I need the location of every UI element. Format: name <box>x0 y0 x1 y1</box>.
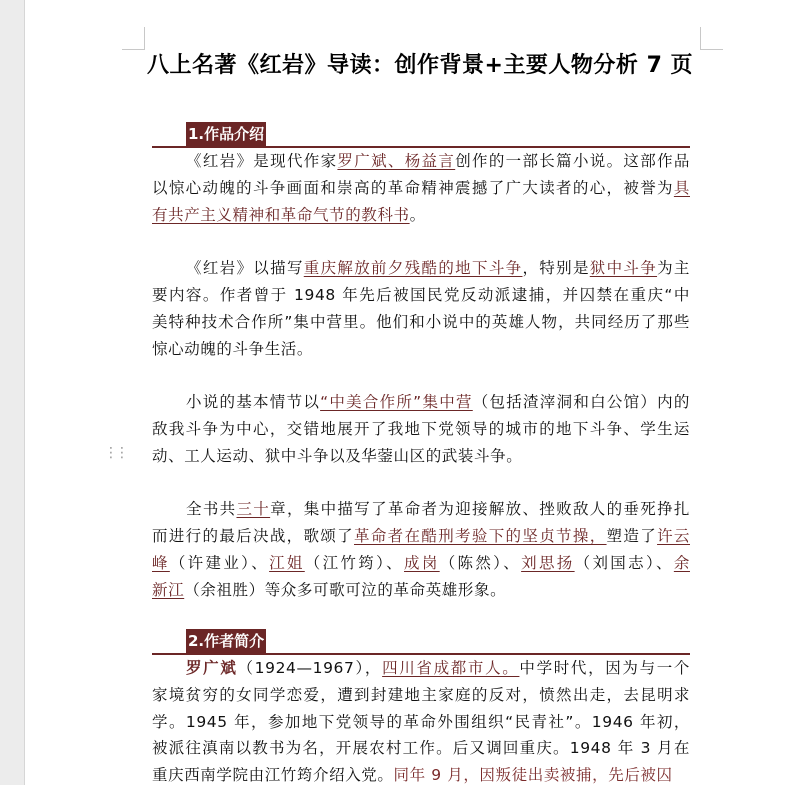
underlined-keyphrase: 四川省成都市人。 <box>382 659 520 677</box>
text-line <box>152 255 690 282</box>
author-name: 罗广斌 <box>186 659 238 677</box>
text-line <box>152 389 690 416</box>
text-line <box>152 577 690 604</box>
text-run: （刘国志）、 <box>574 553 674 572</box>
underlined-keyphrase: 革命者在酷刑考验下的坚贞节操， <box>354 527 607 546</box>
text-run: 塑造了 <box>606 527 658 546</box>
section-heading <box>152 122 690 148</box>
underlined-keyphrase: 有共产主义精神和革命气节的教科书 <box>152 205 410 224</box>
text-run: 创作的一部长篇小说。这部作品 <box>455 152 690 170</box>
text-line <box>152 709 690 736</box>
text-line <box>152 148 690 175</box>
text-run: 家境贫穷的女同学恋爱，遭到封建地主家庭的反对，愤然出走，去昆明求 <box>152 685 690 704</box>
section-work-introduction <box>152 122 690 604</box>
underlined-keyphrase: 江姐 <box>269 553 305 572</box>
text-line <box>152 550 690 577</box>
text-run: 要内容。作者曾于 1948 年先后被国民党反动派逮捕，并囚禁在重庆“中 <box>152 285 690 304</box>
text-run: 惊心动魄的斗争生活。 <box>152 339 314 358</box>
text-run: 敌我斗争为中心，交错地展开了我地下党领导的城市的地下斗争、学生运 <box>152 419 690 438</box>
text-line <box>152 336 690 363</box>
underlined-keyphrase: 三十 <box>236 500 271 519</box>
text-run: 全书共 <box>186 500 237 519</box>
text-run: 以惊心动魄的斗争画面和崇高的革命精神震撼了广大读者的心，被誉为 <box>152 178 674 197</box>
underlined-keyphrase: 许云 <box>657 527 690 546</box>
text-run: （余祖胜）等众多可歌可泣的革命英雄形象。 <box>184 580 507 599</box>
section-author-introduction <box>152 629 690 789</box>
paragraph-spacer <box>152 228 690 255</box>
text-line <box>152 282 690 309</box>
section-heading <box>152 629 690 655</box>
text-run: （江竹筠）、 <box>304 553 405 572</box>
text-line <box>152 655 690 682</box>
text-line <box>152 175 690 202</box>
text-run: 学。1945 年，参加地下党领导的革命外围组织“民青社”。1946 年初， <box>152 712 690 731</box>
text-run: （陈然）、 <box>439 553 522 572</box>
text-run: 中学时代，因为与一个 <box>519 659 690 677</box>
text-run: 被派往滇南以教书为名，开展农村工作。后又调回重庆。1948 年 3 月在 <box>152 739 690 758</box>
text-line <box>152 202 690 229</box>
underlined-keyphrase: 重庆解放前夕残酷的地下斗争 <box>303 259 523 278</box>
underlined-keyphrase: 峰 <box>152 553 170 572</box>
page-corner-mark-right <box>700 27 723 50</box>
text-run: ，特别是 <box>522 259 590 278</box>
text-line <box>152 443 690 470</box>
paragraph-spacer <box>152 470 690 497</box>
underlined-keyphrase: 刘思扬 <box>521 553 575 572</box>
text-run: （许建业）、 <box>169 553 270 572</box>
underlined-keyphrase: 余 <box>673 553 690 572</box>
text-line <box>152 496 690 523</box>
text-line <box>152 523 690 550</box>
text-run: 同年 9 月，因叛徒出卖被捕，先后被囚 <box>393 766 673 785</box>
text-run: 重庆西南学院由江竹筠介绍入党。 <box>152 766 394 785</box>
paragraph-spacer <box>152 362 690 389</box>
page-corner-mark-left <box>122 27 145 50</box>
underlined-keyphrase: 狱中斗争 <box>589 259 658 278</box>
underlined-keyphrase: 成岗 <box>404 553 440 572</box>
text-run: 《红岩》以描写 <box>186 259 304 278</box>
underlined-keyphrase: “中美合作所”集中营 <box>320 393 473 412</box>
underlined-keyphrase: 罗广斌、杨益言 <box>337 152 456 170</box>
text-run: 《红岩》是现代作家 <box>186 152 338 170</box>
left-margin-gutter <box>0 0 25 785</box>
text-run: 章，集中描写了革命者为迎接解放、挫败敌人的垂死挣扎 <box>270 500 690 519</box>
text-run: 动、工人运动、狱中斗争以及华蓥山区的武装斗争。 <box>152 446 523 465</box>
text-run: 而进行的最后决战，歌颂了 <box>152 527 355 546</box>
section-heading-label: 2.作者简介 <box>186 629 266 653</box>
text-line <box>152 309 690 336</box>
text-line <box>152 416 690 443</box>
text-run: （1924—1967）， <box>237 659 383 677</box>
text-run: （包括渣滓洞和白公馆）内的 <box>472 393 690 412</box>
underlined-keyphrase: 新江 <box>152 580 185 599</box>
drag-handle-icon[interactable]: ⋮⋮ <box>104 445 126 461</box>
text-run: 为主 <box>657 259 690 278</box>
text-run: 美特种技术合作所”集中营里。他们和小说中的英雄人物，共同经历了那些 <box>152 312 690 331</box>
text-run: 小说的基本情节以 <box>186 393 321 412</box>
text-line <box>152 682 690 709</box>
underlined-keyphrase: 具 <box>673 178 690 197</box>
text-line <box>152 735 690 762</box>
section-heading-label: 1.作品介绍 <box>186 122 266 146</box>
text-run: 。 <box>409 205 426 224</box>
document-title: 八上名著《红岩》导读：创作背景+主要人物分析 7 页 <box>146 53 694 78</box>
